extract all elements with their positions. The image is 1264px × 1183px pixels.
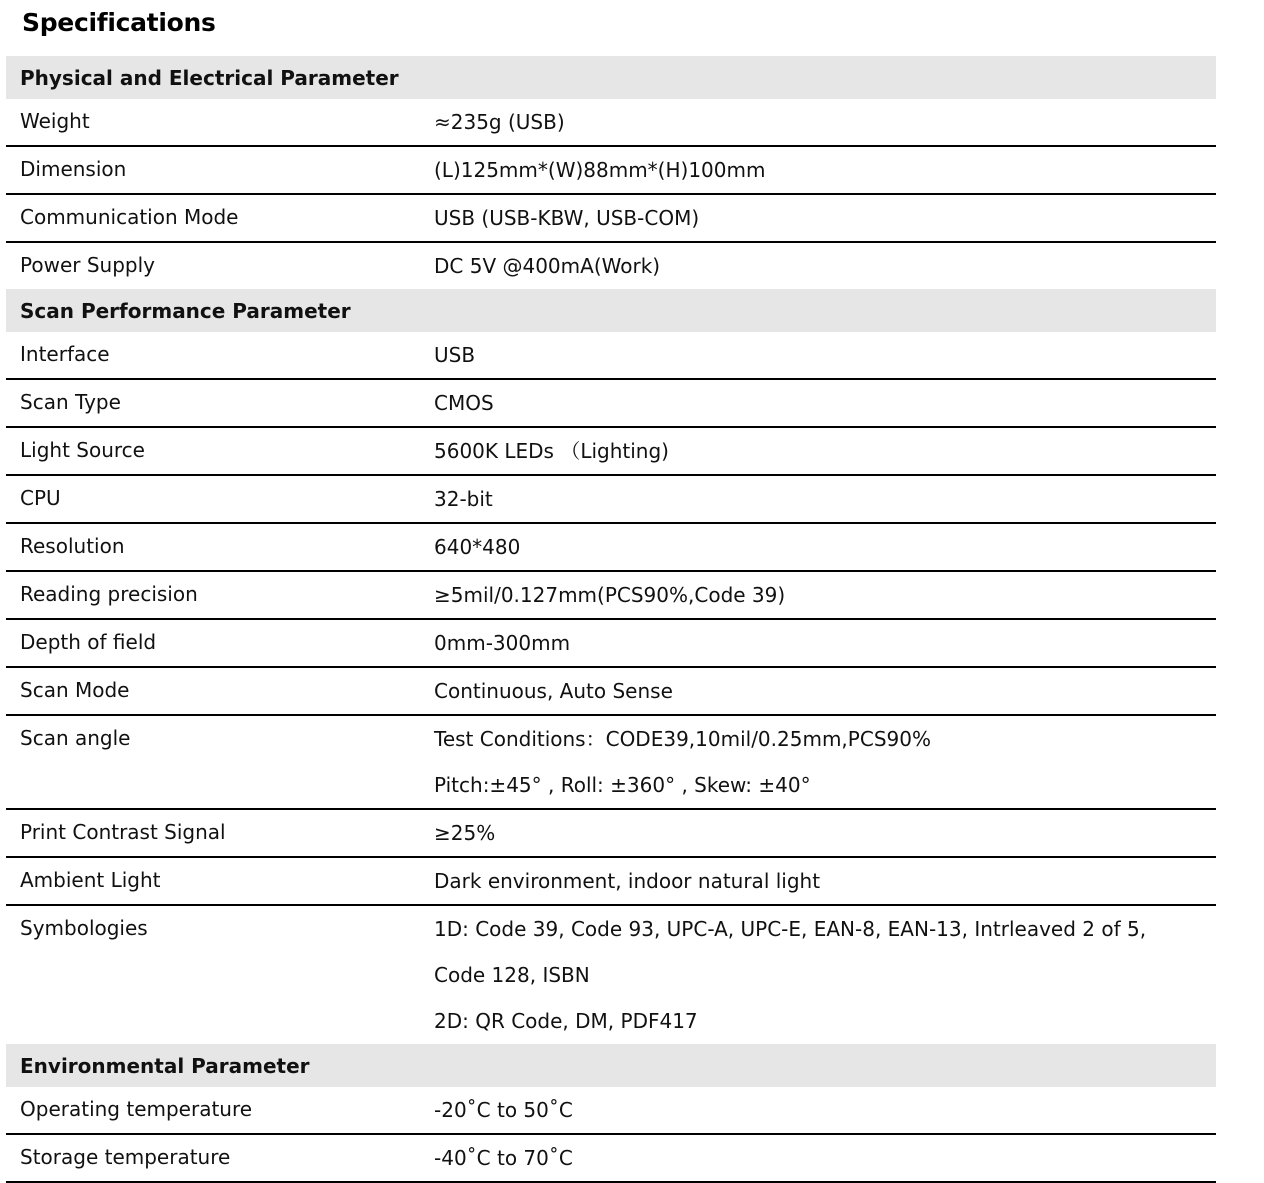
table-row (6, 620, 1216, 668)
row-value: 2D: QR Code, DM, PDF417 (434, 1009, 698, 1033)
row-label: Power Supply (20, 253, 155, 277)
row-value: 5600K LEDs （Lighting) (434, 439, 669, 463)
table-row (6, 147, 1216, 195)
row-value: USB (USB-KBW, USB-COM) (434, 206, 700, 230)
row-label: Scan Type (20, 390, 121, 414)
table-row (6, 476, 1216, 524)
row-value: Dark environment, indoor natural light (434, 869, 821, 893)
row-label: CPU (20, 486, 61, 510)
row-value: 32-bit (434, 487, 493, 511)
row-label: Light Source (20, 438, 145, 462)
row-label: Symbologies (20, 916, 148, 940)
section-header-physical-electrical: Physical and Electrical Parameter (6, 56, 1216, 99)
table-row (6, 332, 1216, 380)
table-row (6, 243, 1216, 289)
row-value: 0mm-300mm (434, 631, 571, 655)
table-row (6, 668, 1216, 716)
row-label: Weight (20, 109, 90, 133)
row-value: (L)125mm*(W)88mm*(H)100mm (434, 158, 766, 182)
row-label: Scan angle (20, 726, 131, 750)
table-row (6, 428, 1216, 476)
row-label: Resolution (20, 534, 125, 558)
row-value: ≥25% (434, 821, 496, 845)
row-value: USB (434, 343, 476, 367)
table-row (6, 858, 1216, 906)
row-label: Interface (20, 342, 110, 366)
row-value: CMOS (434, 391, 494, 415)
row-value: DC 5V @400mA(Work) (434, 254, 661, 278)
row-value: Continuous, Auto Sense (434, 679, 673, 703)
row-value: 1D: Code 39, Code 93, UPC-A, UPC-E, EAN-8, EAN-13, Intrleaved 2 of 5, (434, 917, 1147, 941)
row-value: Code 128, ISBN (434, 963, 590, 987)
row-label: Depth of field (20, 630, 157, 654)
section-header-scan-performance: Scan Performance Parameter (6, 289, 1216, 332)
row-value: Test Conditions：CODE39,10mil/0.25mm,PCS90% (434, 727, 931, 751)
row-value: ≥5mil/0.127mm(PCS90%,Code 39) (434, 583, 786, 607)
row-label: Storage temperature (20, 1145, 231, 1169)
row-label: Reading precision (20, 582, 198, 606)
row-label: Operating temperature (20, 1097, 253, 1121)
table-row (6, 716, 1216, 810)
table-row (6, 524, 1216, 572)
page-title: Specifications (22, 8, 216, 37)
section-header-environmental: Environmental Parameter (6, 1044, 1216, 1087)
table-row (6, 906, 1216, 1044)
row-value: Pitch:±45° , Roll: ±360° , Skew: ±40° (434, 773, 811, 797)
spec-table (6, 56, 1216, 1183)
table-row (6, 1135, 1216, 1183)
row-label: Ambient Light (20, 868, 161, 892)
table-row (6, 99, 1216, 147)
table-row (6, 1087, 1216, 1135)
row-label: Scan Mode (20, 678, 130, 702)
row-label: Dimension (20, 157, 127, 181)
row-value: ≈235g (USB) (434, 110, 565, 134)
row-value: -40˚C to 70˚C (434, 1146, 573, 1170)
row-label: Print Contrast Signal (20, 820, 226, 844)
row-value: -20˚C to 50˚C (434, 1098, 573, 1122)
table-row (6, 195, 1216, 243)
table-row (6, 380, 1216, 428)
table-row (6, 572, 1216, 620)
table-row (6, 810, 1216, 858)
row-value: 640*480 (434, 535, 521, 559)
row-label: Communication Mode (20, 205, 239, 229)
